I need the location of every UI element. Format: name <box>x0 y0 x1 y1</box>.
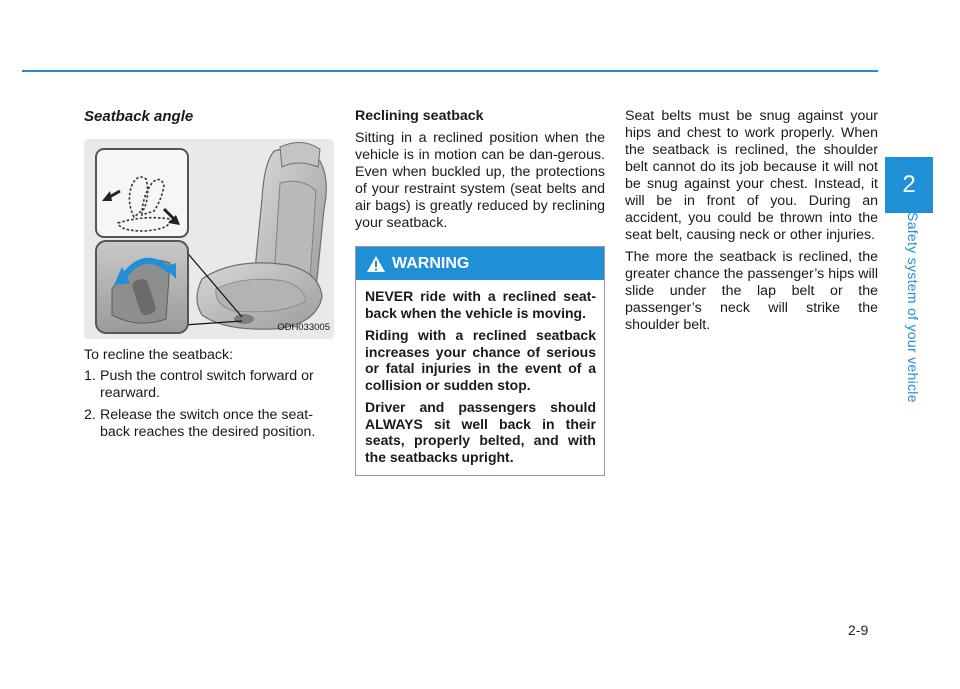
chapter-title: Safety system of your vehicle <box>905 212 921 403</box>
steps-list <box>84 368 336 441</box>
step-text: Push the control switch forward or rearward. <box>100 368 314 401</box>
header-rule <box>22 70 878 72</box>
subsection-heading: Reclining seatback <box>355 108 484 124</box>
warning-header <box>356 247 604 280</box>
recline-risk-paragraph: The more the seatback is reclined, the greater chance the passenger’s hips will slide under the lap belt or the passenger’s neck will strike the shoulder belt. <box>625 249 878 333</box>
chapter-number: 2 <box>902 171 916 198</box>
seat-figure <box>84 139 334 339</box>
list-item <box>84 407 336 441</box>
step-number: 2. <box>84 407 96 423</box>
warning-box <box>355 246 605 476</box>
page-number: 2-9 <box>848 622 869 638</box>
figure-caption: ODH033005 <box>277 322 330 333</box>
list-item <box>84 368 336 402</box>
column-3 <box>625 108 878 339</box>
seat-illustration <box>84 139 334 339</box>
warning-triangle-icon <box>366 255 386 273</box>
chapter-tab[interactable] <box>885 157 933 213</box>
section-heading: Seatback angle <box>84 108 194 125</box>
warning-text: Riding with a reclined seatback increases your chance of serious or fatal injuries in the event of a collision or sudden stop. <box>365 327 596 393</box>
reclining-paragraph: Sitting in a reclined position when the vehicle is in motion can be dan-gerous. Even when buckled up, the protections of your restraint system (seat belts and air bags) is greatly reduced by reclining your seatback. <box>355 130 605 231</box>
column-2 <box>355 108 605 476</box>
warning-text: NEVER ride with a reclined seat-back when the vehicle is moving. <box>365 288 596 321</box>
steps-intro: To recline the seatback: <box>84 347 234 363</box>
column-1 <box>84 108 336 446</box>
seatbelt-paragraph: Seat belts must be snug against your hips and chest to work properly. When the seatback is reclined, the shoulder belt cannot do its job because it will not be snug against your chest. Instead, it will be in front of you. During an accident, you could be thrown into the seat belt, causing neck or other injuries. <box>625 108 878 243</box>
warning-body <box>356 280 604 475</box>
warning-text: Driver and passengers should ALWAYS sit well back in their seats, properly belted, and with the seatbacks upright. <box>365 399 596 465</box>
step-number: 1. <box>84 368 96 384</box>
step-text: Release the switch once the seat-back reaches the desired position. <box>100 407 316 440</box>
warning-label: WARNING <box>392 255 470 272</box>
